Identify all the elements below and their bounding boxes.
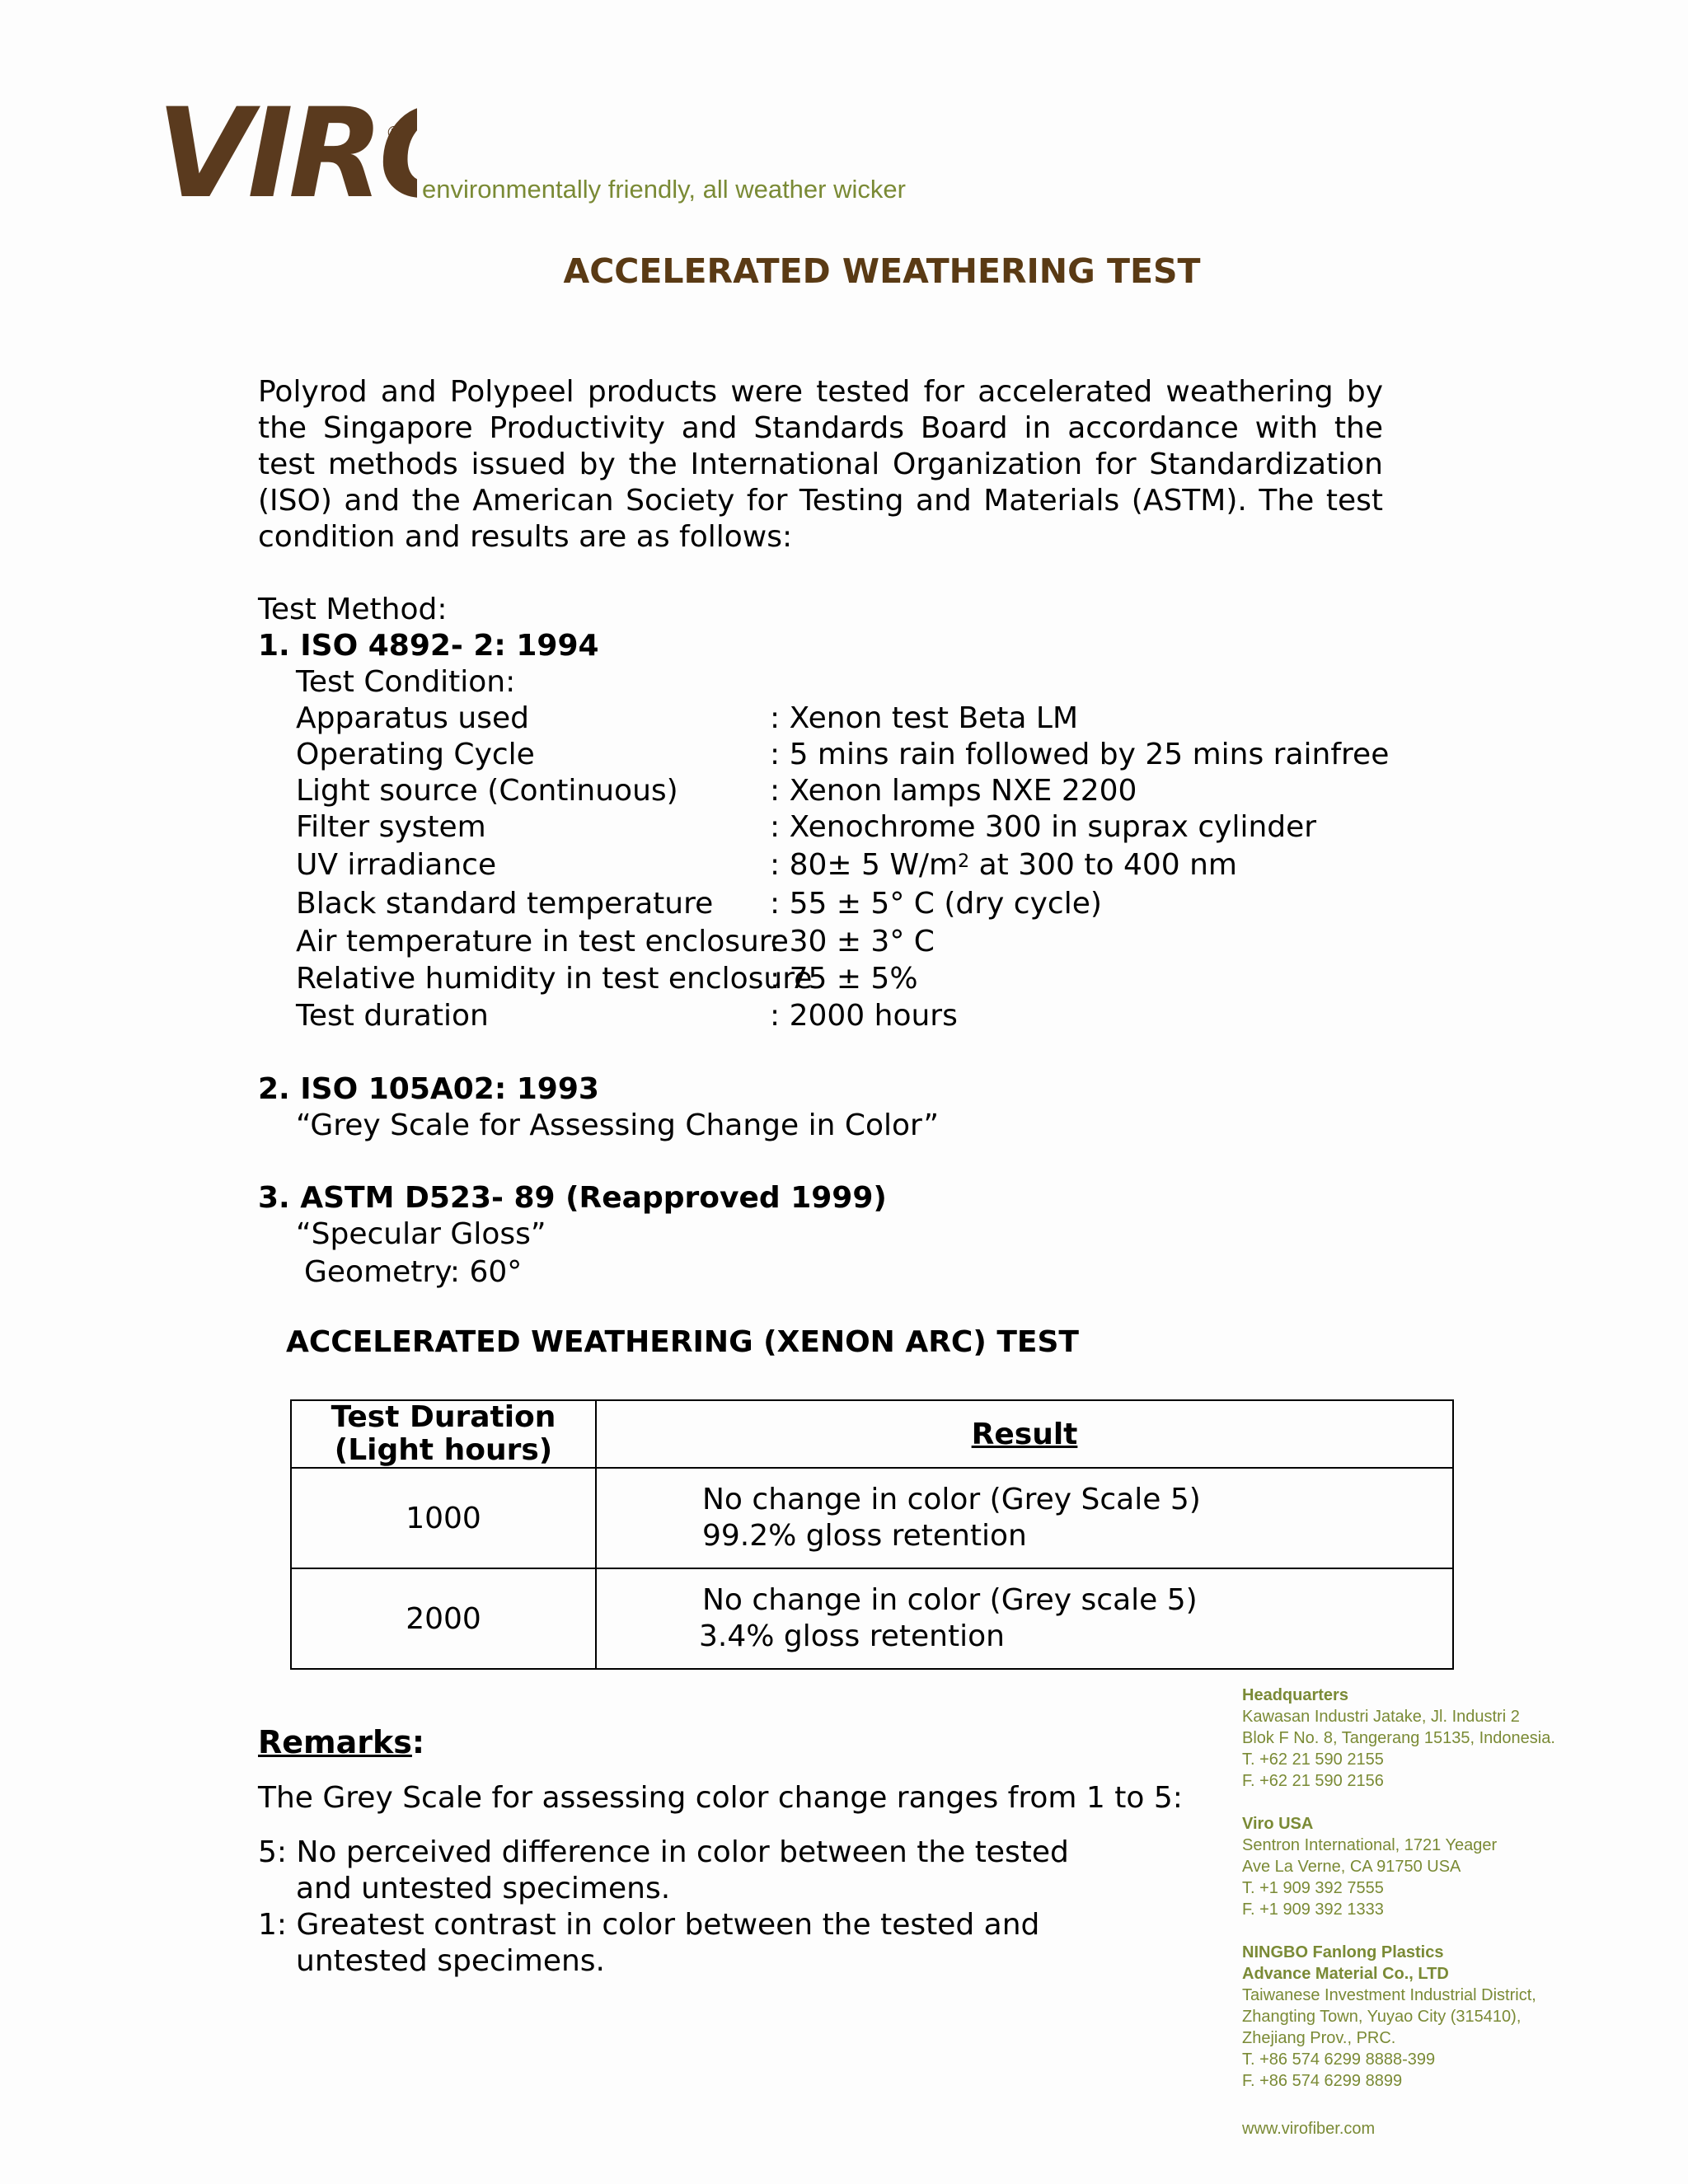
usa-address: Viro USA Sentron International, 1721 Yeager Ave La Verne, CA 91750 USA T. +1 909 392 7555 F. +1 909 392 1333 — [1242, 1815, 1498, 1919]
table-row — [291, 1468, 1453, 1568]
test-condition-label: Test Condition: — [296, 665, 516, 699]
duration-header: Test Duration (Light hours) — [291, 1400, 596, 1468]
results-table — [290, 1399, 1454, 1670]
intro-paragraph: Polyrod and Polypeel products were tested for accelerated weathering by the Singapore Productivity and Standards Board in accordance with the test methods issued by the International Organization for Standardization (ISO) and the American Society for Testing and Materials (ASTM). The test condition and results are as follows: — [258, 375, 1383, 554]
result-cell: No change in color (Grey scale 5) 3.4% gloss retention — [596, 1568, 1453, 1669]
result-header: Result — [596, 1400, 1453, 1468]
table-header-row — [291, 1400, 1453, 1468]
svg-text:VIRO: VIR — [157, 82, 379, 213]
method2-description: “Grey Scale for Assessing Change in Color” — [296, 1108, 940, 1142]
method3-description: “Specular Gloss” — [296, 1217, 546, 1251]
page-title: ACCELERATED WEATHERING TEST — [563, 251, 1201, 291]
duration-cell: 2000 — [291, 1568, 596, 1669]
hq-address: Headquarters Kawasan Industri Jatake, Jl. Industri 2 Blok F No. 8, Tangerang 15135, Indonesia. T. +62 21 590 2155 F. +62 21 590 2156 — [1242, 1686, 1555, 1790]
test-method-label: Test Method: — [258, 593, 448, 626]
method2-heading: 2. ISO 105A02: 1993 — [258, 1072, 599, 1106]
ningbo-address: NINGBO Fanlong Plastics Advance Material Co., LTD Taiwanese Investment Industrial District, Zhangting Town, Yuyao City (315410), Zhejiang Prov., PRC. T. +86 574 6299 8888-399 F. +86 574 6299 8899 — [1242, 1943, 1536, 2090]
document-page: VIR ® environmentally friendly, all weather wicker ACCELERATED WEATHERING TEST Polyrod and Polypeel products were tested for accelerated weathering by the Singapore Productivity and Standards Board in accordance with the test methods issued by the International Organization for Standardization (ISO) and the American Society for Testing and Materials (ASTM). The test condition and results are as follows: Test Method: 1. ISO 4892- 2: 1994 Test Condition: Apparatus used : Xenon test Beta LM Operating Cycle : 5 mins rain followed by 25 mins rainfree Light source (Continuous) : Xenon lamps NXE 2200 Filter system : Xenochrome 300 in suprax cylinder UV irradiance : 80± 5 $W/m^2$ at 300 to 400 nm Black standard temperature : 55 ± 5° C (dry cycle) Air temperature in test enclosure : 30 ± 3° C Relative humidity in test enclosure : 75 ± 5% Test duration : 2000 hours 2. ISO 105A02: 1993 “Grey Scale for Assessing Change in Color” 3. ASTM D523- 89 (Reapproved 1999) “Specular Gloss” Geometry: 60° ACCELERATED WEATHERING (XENON ARC) TEST Test Duration (Light hours) Result 1000 No change in color (Grey Scale 5) 99.2% gloss retention 2000 No change in color (Grey scale 5) 3.4% gloss retention Remarks: The Grey Scale for assessing color change ranges from 1 to 5: 5: No perceived difference in color between the tested and untested specimens. 1: Greatest contrast in color between the tested and untested specimens. Headquarters Kawasan Industri Jatake, Jl. Industri 2 Blok F No. 8, Tangerang 15135, Indonesia. T. +62 21 590 2155 F. +62 21 590 2156 Viro USA Sentron International, 1721 Yeager Ave La Verne, CA 91750 USA T. +1 909 392 7555 F. +1 909 392 1333 NINGBO Fanlong Plastics Advance Material Co., LTD Taiwanese Investment Industrial District, Zhangting Town, Yuyao City (315410), Zhejiang Prov., PRC. T. +86 574 6299 8888-399 F. +86 574 6299 8899 www.virofiber.com — [0, 0, 1688, 2184]
svg-text:®: ® — [386, 123, 402, 143]
result-cell: No change in color (Grey Scale 5) 99.2% gloss retention — [596, 1468, 1453, 1568]
viro-logo — [153, 64, 401, 213]
remarks-intro: The Grey Scale for assessing color change ranges from 1 to 5: — [258, 1781, 1183, 1815]
results-table-title: ACCELERATED WEATHERING (XENON ARC) TEST — [286, 1325, 1079, 1359]
remarks-item-5: 5: No perceived difference in color between the tested and untested specimens. 1: Greatest contrast in color between the tested and untested specimens. — [258, 1835, 1069, 1978]
method3-geometry: Geometry: 60° — [304, 1255, 523, 1289]
table-row — [291, 1568, 1453, 1669]
duration-cell: 1000 — [291, 1468, 596, 1568]
website-link[interactable]: www.virofiber.com — [1242, 2120, 1376, 2138]
remarks-heading: Remarks: — [258, 1724, 425, 1760]
brand-tagline: environmentally friendly, all weather wicker — [422, 175, 906, 204]
method1-heading: 1. ISO 4892- 2: 1994 — [258, 629, 599, 663]
method3-heading: 3. ASTM D523- 89 (Reapproved 1999) — [258, 1181, 887, 1215]
